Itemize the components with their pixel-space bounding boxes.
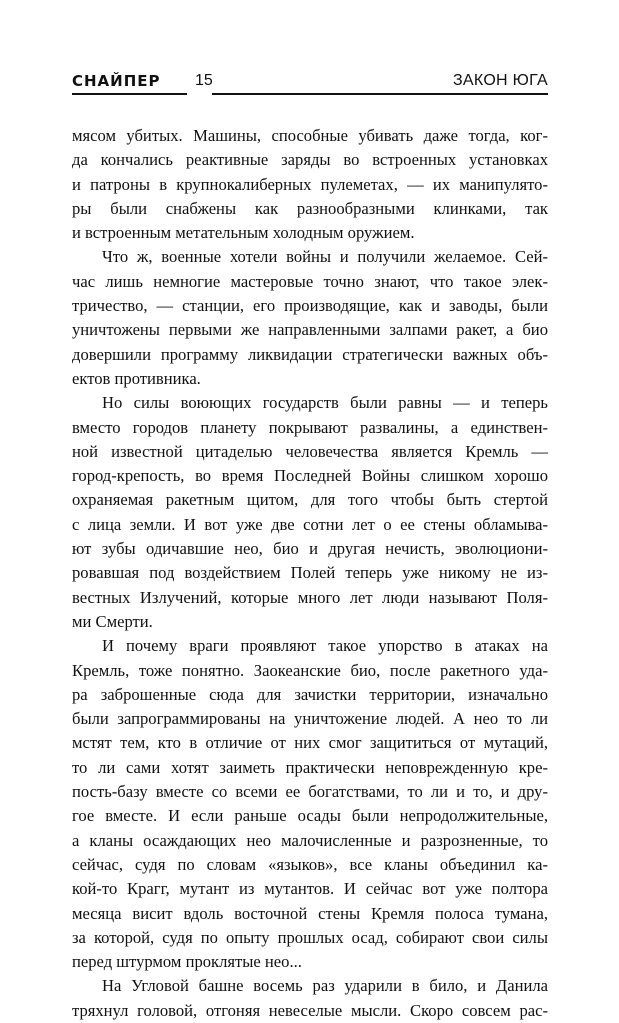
header-rule-left <box>72 93 187 95</box>
text-line: охраняемая ракетным щитом, для того чтобы быть стертой <box>72 490 548 510</box>
text-line: а кланы осаждающих нео малочисленные и разрозненные, то <box>72 830 548 850</box>
header-rule-right <box>212 93 548 95</box>
running-header <box>72 72 548 100</box>
text-line: то ли сами хотят заиметь практически неповрежденную кре- <box>72 757 548 777</box>
text-line: месяца висит вдоль восточной стены Кремля полоса тумана, <box>72 903 548 923</box>
text-line: ми Смерти. <box>72 611 153 631</box>
text-line: да кончались реактивные заряды во встроенных установках <box>72 150 548 170</box>
text-line: и патроны в крупнокалиберных пулеметах, — их манипулято- <box>72 174 548 194</box>
body-text <box>72 124 548 1023</box>
text-line: И почему враги проявляют такое упорство в атаках на <box>102 636 548 656</box>
text-line: ной известной цитаделью человечества является Кремль — <box>72 441 548 461</box>
text-line: довершили программу ликвидации стратегически важных объ- <box>72 344 548 364</box>
text-line: Что ж, военные хотели войны и получили желаемое. Сей- <box>102 247 548 267</box>
paragraph <box>72 245 548 391</box>
text-line: с лица земли. И вот уже две сотни лет о ее стены обламыва- <box>72 514 548 534</box>
text-line: Кремль, тоже понятно. Заокеанские био, после ракетного уда- <box>72 660 548 680</box>
text-line: мясом убитых. Машины, способные убивать даже тогда, ког- <box>72 126 548 145</box>
text-line: уничтожены первыми же направленными залпами ракет, а био <box>72 320 548 340</box>
text-line: за которой, судя по опыту прошлых осад, собирают свои силы <box>72 927 548 947</box>
text-line: ровавшая под воздействием Полей теперь уже никому не из- <box>72 563 548 583</box>
text-line: мстят тем, кто в отличие от них смог защититься от мутаций, <box>72 733 548 753</box>
text-line: ра заброшенные сюда для зачистки территории, изначально <box>72 684 548 704</box>
text-line: ры были снабжены как разнообразными клинками, так <box>72 198 548 218</box>
paragraph <box>72 391 548 634</box>
text-line: пость-базу вместе со всеми ее богатствами, то ли и то, и дру- <box>72 782 548 802</box>
book-title: ЗАКОН ЮГА <box>452 72 548 89</box>
text-line: тряхнул головой, отгоняя невеселые мысли. Скоро совсем рас- <box>72 1000 548 1020</box>
paragraph <box>72 974 548 1023</box>
text-line: На Угловой башне восемь раз ударили в било, и Данила <box>102 976 548 996</box>
text-line: ектов противника. <box>72 368 201 388</box>
text-line: город-крепость, во время Последней Войны слишком хорошо <box>72 466 548 486</box>
paragraph <box>72 124 548 245</box>
text-line: кой-то Крагг, мутант из мутантов. И сейчас вот уже полтора <box>72 879 548 899</box>
text-line: ют зубы одичавшие нео, био и другая нечисть, эволюциони- <box>72 539 548 559</box>
text-line: вестных Излучений, которые много лет люди называют Поля- <box>72 587 548 607</box>
text-line: сейчас, судя по словам «языков», все кланы объединил ка- <box>72 854 548 874</box>
text-line: вместо городов планету покрывают развалины, а единствен- <box>72 417 548 437</box>
text-line: и встроенным метательным холодным оружием. <box>72 223 415 243</box>
text-line: были запрограммированы на уничтожение людей. А нео то ли <box>72 709 548 729</box>
series-title: СНАЙПЕР <box>72 72 161 90</box>
paragraph <box>72 634 548 974</box>
text-line: Но силы воюющих государств были равны — и теперь <box>102 393 548 413</box>
page-number: 15 <box>195 72 213 89</box>
text-line: тричество, — станции, его производящие, как и заводы, были <box>72 296 548 316</box>
text-line: гое вместе. И если раньше осады были непродолжительные, <box>72 806 548 826</box>
text-line: час лишь немногие мастеровые точно знают, что такое элек- <box>72 271 548 291</box>
text-line: перед штурмом проклятые нео... <box>72 952 302 972</box>
